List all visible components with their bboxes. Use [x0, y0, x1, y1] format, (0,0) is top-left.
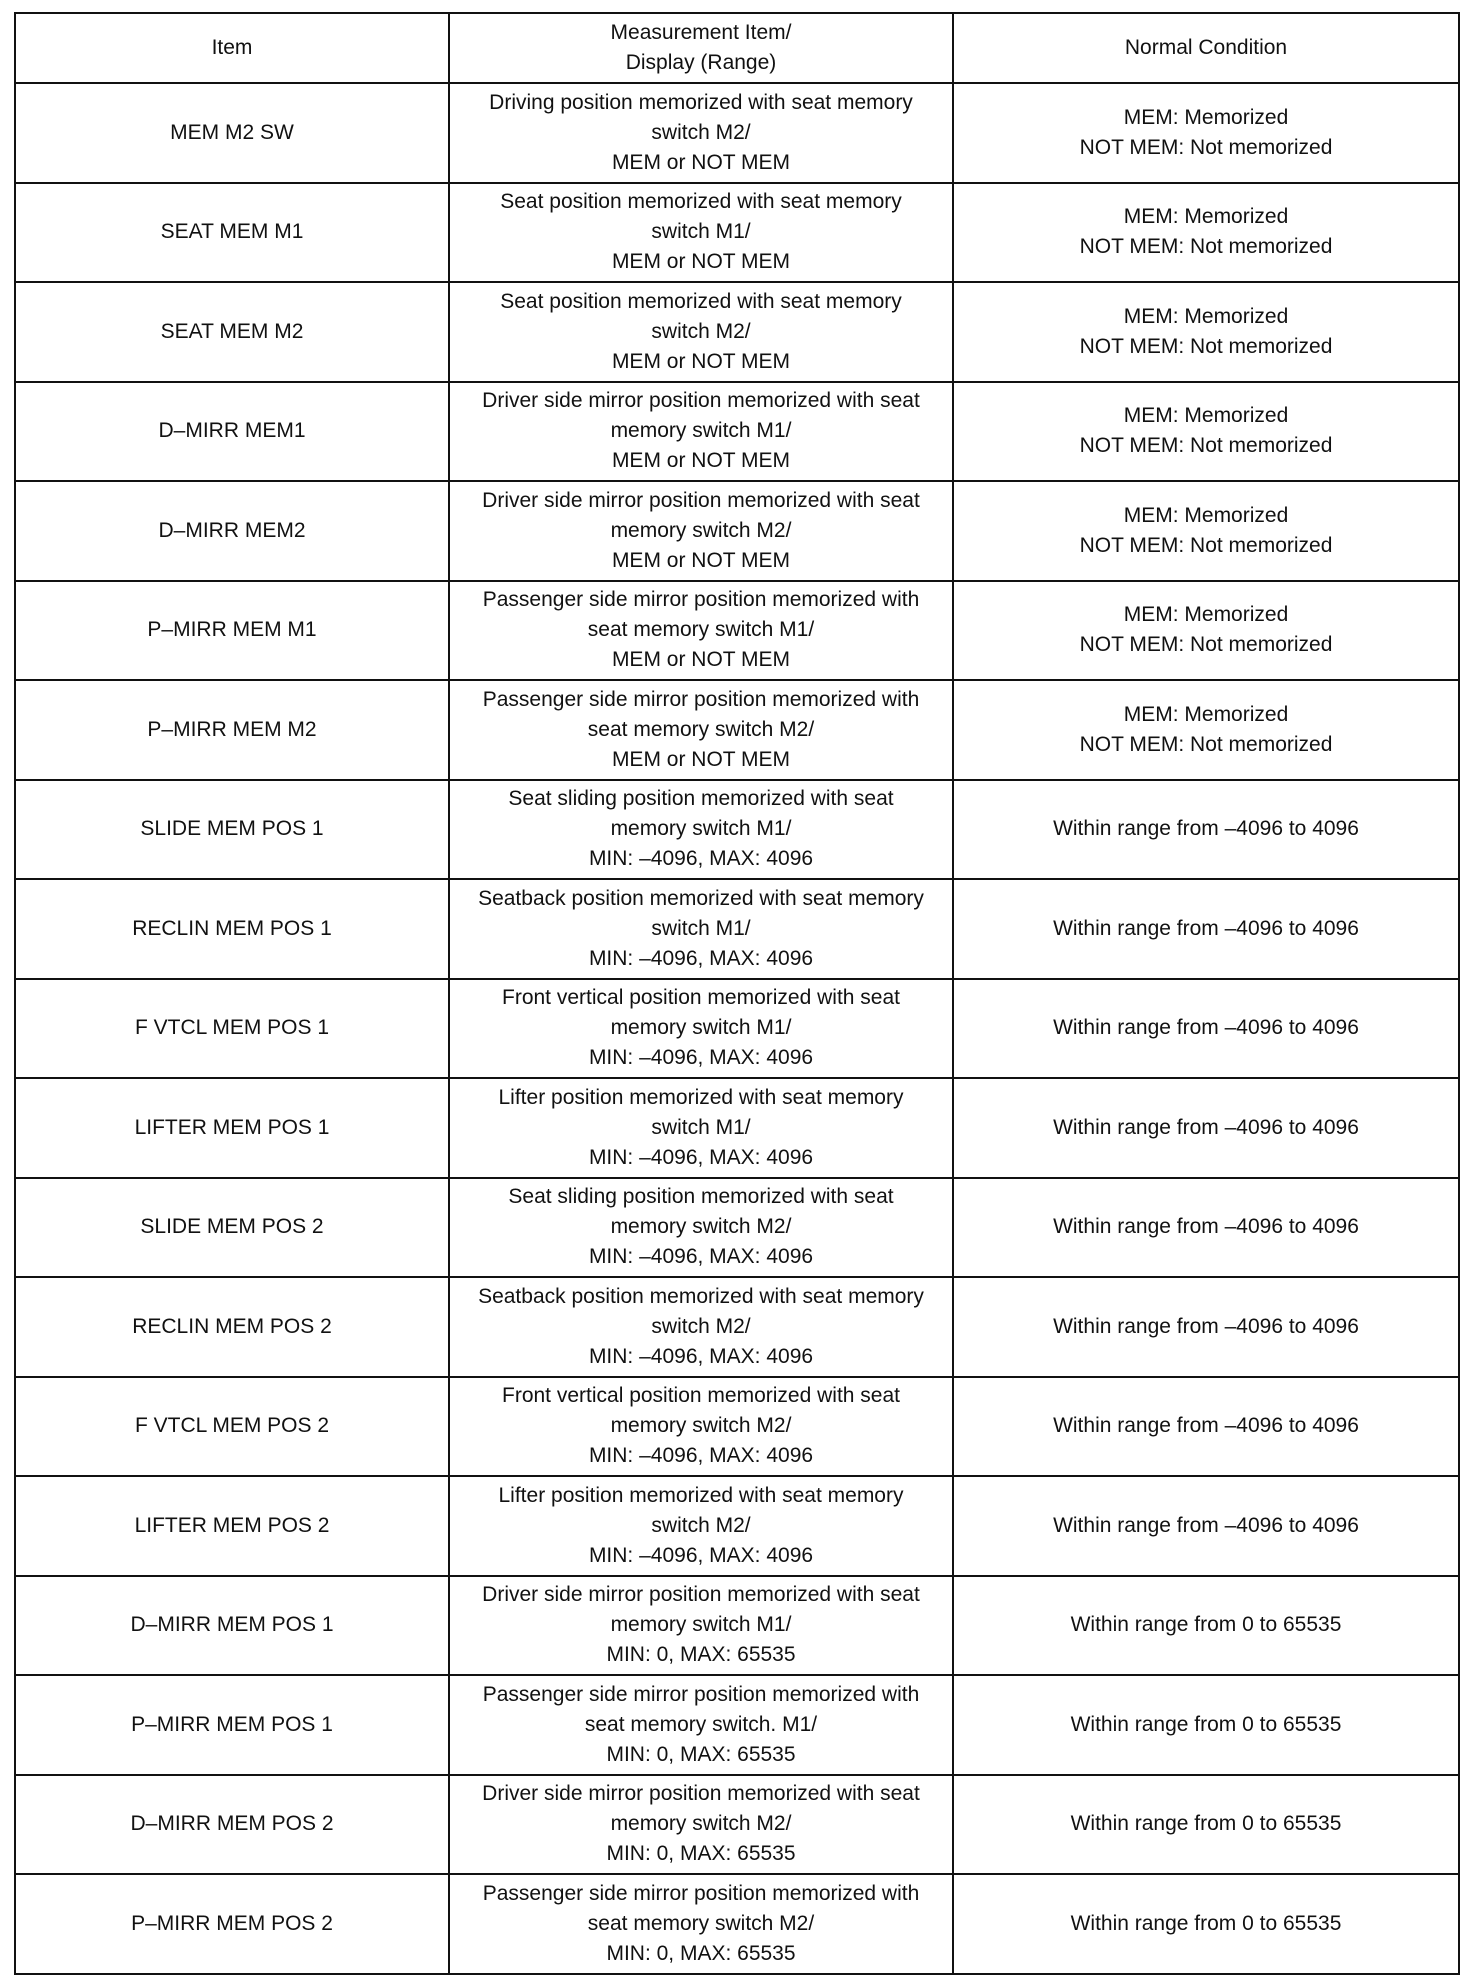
normal-condition-cell	[953, 1277, 1459, 1377]
measurement-line: MIN: 0, MAX: 65535	[606, 1742, 796, 1766]
normal-condition-line: Within range from 0 to 65535	[1070, 1712, 1342, 1736]
normal-condition-line: Within range from –4096 to 4096	[1053, 817, 1359, 841]
normal-condition-cell	[953, 83, 1459, 183]
table-row	[15, 1775, 1459, 1875]
measurement-line: memory switch M2/	[610, 518, 792, 542]
measurement-line: switch M2/	[651, 1314, 751, 1338]
table-row	[15, 780, 1459, 880]
measurement-cell	[449, 1675, 953, 1775]
measurement-line: switch M2/	[651, 319, 751, 343]
measurement-line: Front vertical position memorized with seat	[502, 986, 900, 1010]
normal-condition-line: MEM: Memorized	[1123, 205, 1289, 229]
item-name: SLIDE MEM POS 1	[140, 817, 324, 841]
measurement-line: Lifter position memorized with seat memory	[498, 1085, 904, 1109]
item-name: P–MIRR MEM POS 2	[131, 1911, 333, 1935]
normal-condition-line: Within range from –4096 to 4096	[1053, 1016, 1359, 1040]
item-name: SLIDE MEM POS 2	[140, 1215, 324, 1239]
item-cell	[15, 979, 449, 1079]
normal-condition-line: MEM: Memorized	[1123, 702, 1289, 726]
item-cell	[15, 1277, 449, 1377]
measurement-line: MEM or NOT MEM	[611, 250, 791, 274]
normal-condition-line: MEM: Memorized	[1123, 404, 1289, 428]
header-measurement-line: Measurement Item/	[610, 21, 792, 44]
normal-condition-line: Within range from –4096 to 4096	[1053, 1215, 1359, 1239]
normal-condition-line: NOT MEM: Not memorized	[1079, 235, 1333, 259]
measurement-line: MEM or NOT MEM	[611, 747, 791, 771]
measurement-line: memory switch M2/	[610, 1215, 792, 1239]
normal-condition-line: Within range from –4096 to 4096	[1053, 1513, 1359, 1537]
measurement-line: switch M1/	[651, 916, 751, 940]
header-item-label: Item	[211, 36, 253, 59]
table-row	[15, 282, 1459, 382]
item-name: F VTCL MEM POS 1	[134, 1016, 330, 1040]
normal-condition-line: NOT MEM: Not memorized	[1079, 633, 1333, 657]
table-row	[15, 581, 1459, 681]
header-measurement-line: Display (Range)	[625, 51, 777, 74]
normal-condition-cell	[953, 680, 1459, 780]
header-row	[15, 13, 1459, 83]
measurement-cell	[449, 1874, 953, 1974]
normal-condition-line: NOT MEM: Not memorized	[1079, 135, 1333, 159]
table-row	[15, 879, 1459, 979]
measurement-line: MIN: 0, MAX: 65535	[606, 1842, 796, 1866]
measurement-line: memory switch M1/	[610, 1016, 792, 1040]
normal-condition-cell	[953, 282, 1459, 382]
measurement-line: switch M1/	[651, 220, 751, 244]
measurement-cell	[449, 183, 953, 283]
table-body	[15, 83, 1459, 1974]
table-row	[15, 481, 1459, 581]
memory-data-table	[14, 12, 1460, 1975]
normal-condition-cell	[953, 1874, 1459, 1974]
header-normal-condition	[953, 13, 1459, 83]
measurement-line: MIN: 0, MAX: 65535	[606, 1941, 796, 1965]
measurement-line: Driving position memorized with seat memory	[489, 90, 913, 114]
measurement-line: MIN: –4096, MAX: 4096	[588, 1245, 814, 1269]
table-row	[15, 1476, 1459, 1576]
header-measurement	[449, 13, 953, 83]
normal-condition-cell	[953, 382, 1459, 482]
normal-condition-cell	[953, 1775, 1459, 1875]
measurement-cell	[449, 1178, 953, 1278]
normal-condition-cell	[953, 581, 1459, 681]
measurement-line: memory switch M2/	[610, 1414, 792, 1438]
item-cell	[15, 1178, 449, 1278]
item-cell	[15, 282, 449, 382]
measurement-cell	[449, 879, 953, 979]
measurement-line: MEM or NOT MEM	[611, 648, 791, 672]
measurement-line: Passenger side mirror position memorized with	[482, 588, 920, 612]
measurement-line: MIN: –4096, MAX: 4096	[588, 946, 814, 970]
measurement-line: switch M2/	[651, 1513, 751, 1537]
item-name: D–MIRR MEM1	[158, 419, 306, 443]
table-header	[15, 13, 1459, 83]
measurement-line: MEM or NOT MEM	[611, 349, 791, 373]
measurement-line: Driver side mirror position memorized with seat	[482, 1782, 920, 1806]
header-item	[15, 13, 449, 83]
item-cell	[15, 680, 449, 780]
measurement-line: Seat position memorized with seat memory	[500, 289, 902, 313]
normal-condition-line: MEM: Memorized	[1123, 304, 1289, 328]
normal-condition-line: MEM: Memorized	[1123, 503, 1289, 527]
item-cell	[15, 183, 449, 283]
item-cell	[15, 581, 449, 681]
measurement-line: Seat sliding position memorized with seat	[508, 1185, 894, 1209]
normal-condition-line: MEM: Memorized	[1123, 603, 1289, 627]
table-row	[15, 1874, 1459, 1974]
item-name: F VTCL MEM POS 2	[134, 1414, 330, 1438]
measurement-line: memory switch M1/	[610, 419, 792, 443]
measurement-line: seat memory switch M1/	[587, 618, 815, 642]
measurement-line: memory switch M1/	[610, 1613, 792, 1637]
normal-condition-line: Within range from 0 to 65535	[1070, 1812, 1342, 1836]
normal-condition-cell	[953, 780, 1459, 880]
normal-condition-cell	[953, 1178, 1459, 1278]
measurement-line: Driver side mirror position memorized with seat	[482, 389, 920, 413]
normal-condition-line: Within range from 0 to 65535	[1070, 1613, 1342, 1637]
measurement-line: seat memory switch. M1/	[584, 1712, 818, 1736]
item-name: SEAT MEM M1	[160, 220, 304, 244]
normal-condition-cell	[953, 481, 1459, 581]
item-cell	[15, 382, 449, 482]
item-name: D–MIRR MEM2	[158, 518, 306, 542]
measurement-line: Driver side mirror position memorized with seat	[482, 488, 920, 512]
measurement-cell	[449, 1476, 953, 1576]
measurement-line: MIN: –4096, MAX: 4096	[588, 1444, 814, 1468]
measurement-cell	[449, 780, 953, 880]
measurement-cell	[449, 1078, 953, 1178]
normal-condition-cell	[953, 1377, 1459, 1477]
item-name: SEAT MEM M2	[160, 319, 304, 343]
table-row	[15, 1576, 1459, 1676]
normal-condition-line: MEM: Memorized	[1123, 105, 1289, 129]
measurement-line: MIN: –4096, MAX: 4096	[588, 847, 814, 871]
measurement-line: switch M1/	[651, 1115, 751, 1139]
table-row	[15, 1078, 1459, 1178]
item-name: LIFTER MEM POS 1	[134, 1115, 330, 1139]
measurement-line: seat memory switch M2/	[587, 1911, 815, 1935]
normal-condition-line: Within range from –4096 to 4096	[1053, 1115, 1359, 1139]
measurement-cell	[449, 581, 953, 681]
normal-condition-line: NOT MEM: Not memorized	[1079, 533, 1333, 557]
normal-condition-cell	[953, 879, 1459, 979]
measurement-line: MIN: 0, MAX: 65535	[606, 1643, 796, 1667]
table-row	[15, 680, 1459, 780]
measurement-line: Front vertical position memorized with seat	[502, 1384, 900, 1408]
normal-condition-cell	[953, 1078, 1459, 1178]
item-cell	[15, 1476, 449, 1576]
item-name: LIFTER MEM POS 2	[134, 1513, 330, 1537]
measurement-cell	[449, 1576, 953, 1676]
measurement-line: MIN: –4096, MAX: 4096	[588, 1344, 814, 1368]
measurement-line: Seatback position memorized with seat memory	[478, 1284, 924, 1308]
normal-condition-line: NOT MEM: Not memorized	[1079, 732, 1333, 756]
item-cell	[15, 1377, 449, 1477]
measurement-cell	[449, 1775, 953, 1875]
item-name: D–MIRR MEM POS 1	[130, 1613, 334, 1637]
normal-condition-line: Within range from –4096 to 4096	[1053, 916, 1359, 940]
normal-condition-line: Within range from 0 to 65535	[1070, 1911, 1342, 1935]
table-row	[15, 382, 1459, 482]
table-row	[15, 83, 1459, 183]
measurement-line: MIN: –4096, MAX: 4096	[588, 1046, 814, 1070]
measurement-line: Passenger side mirror position memorized with	[482, 687, 920, 711]
header-normal-label: Normal Condition	[1124, 36, 1288, 59]
item-cell	[15, 1675, 449, 1775]
normal-condition-line: Within range from –4096 to 4096	[1053, 1314, 1359, 1338]
measurement-line: Lifter position memorized with seat memory	[498, 1483, 904, 1507]
table-row	[15, 1178, 1459, 1278]
measurement-line: Passenger side mirror position memorized with	[482, 1881, 920, 1905]
normal-condition-cell	[953, 183, 1459, 283]
measurement-cell	[449, 979, 953, 1079]
table-row	[15, 979, 1459, 1079]
measurement-line: Passenger side mirror position memorized with	[482, 1682, 920, 1706]
item-name: D–MIRR MEM POS 2	[130, 1812, 334, 1836]
item-name: P–MIRR MEM M1	[147, 618, 317, 642]
measurement-line: Seat sliding position memorized with seat	[508, 787, 894, 811]
normal-condition-line: NOT MEM: Not memorized	[1079, 434, 1333, 458]
item-cell	[15, 1078, 449, 1178]
item-cell	[15, 1874, 449, 1974]
measurement-line: seat memory switch M2/	[587, 717, 815, 741]
item-name: MEM M2 SW	[170, 120, 294, 144]
measurement-cell	[449, 382, 953, 482]
item-cell	[15, 879, 449, 979]
item-name: P–MIRR MEM M2	[147, 717, 317, 741]
measurement-line: MIN: –4096, MAX: 4096	[588, 1145, 814, 1169]
measurement-cell	[449, 1377, 953, 1477]
table-row	[15, 1277, 1459, 1377]
measurement-cell	[449, 481, 953, 581]
item-cell	[15, 83, 449, 183]
measurement-line: MEM or NOT MEM	[611, 449, 791, 473]
measurement-line: Seatback position memorized with seat memory	[478, 886, 924, 910]
item-name: P–MIRR MEM POS 1	[131, 1712, 333, 1736]
table-row	[15, 183, 1459, 283]
measurement-line: switch M2/	[651, 120, 751, 144]
measurement-line: Seat position memorized with seat memory	[500, 190, 902, 214]
normal-condition-cell	[953, 1675, 1459, 1775]
normal-condition-line: Within range from –4096 to 4096	[1053, 1414, 1359, 1438]
table-row	[15, 1675, 1459, 1775]
measurement-cell	[449, 1277, 953, 1377]
normal-condition-cell	[953, 979, 1459, 1079]
item-name: RECLIN MEM POS 2	[132, 1314, 332, 1338]
measurement-line: MEM or NOT MEM	[611, 548, 791, 572]
measurement-line: MIN: –4096, MAX: 4096	[588, 1543, 814, 1567]
measurement-cell	[449, 83, 953, 183]
table-row	[15, 1377, 1459, 1477]
normal-condition-cell	[953, 1476, 1459, 1576]
normal-condition-line: NOT MEM: Not memorized	[1079, 334, 1333, 358]
measurement-cell	[449, 282, 953, 382]
measurement-line: memory switch M2/	[610, 1812, 792, 1836]
item-cell	[15, 780, 449, 880]
item-name: RECLIN MEM POS 1	[132, 916, 332, 940]
normal-condition-cell	[953, 1576, 1459, 1676]
measurement-line: memory switch M1/	[610, 817, 792, 841]
measurement-cell	[449, 680, 953, 780]
measurement-line: Driver side mirror position memorized with seat	[482, 1583, 920, 1607]
item-cell	[15, 481, 449, 581]
item-cell	[15, 1775, 449, 1875]
item-cell	[15, 1576, 449, 1676]
measurement-line: MEM or NOT MEM	[611, 150, 791, 174]
